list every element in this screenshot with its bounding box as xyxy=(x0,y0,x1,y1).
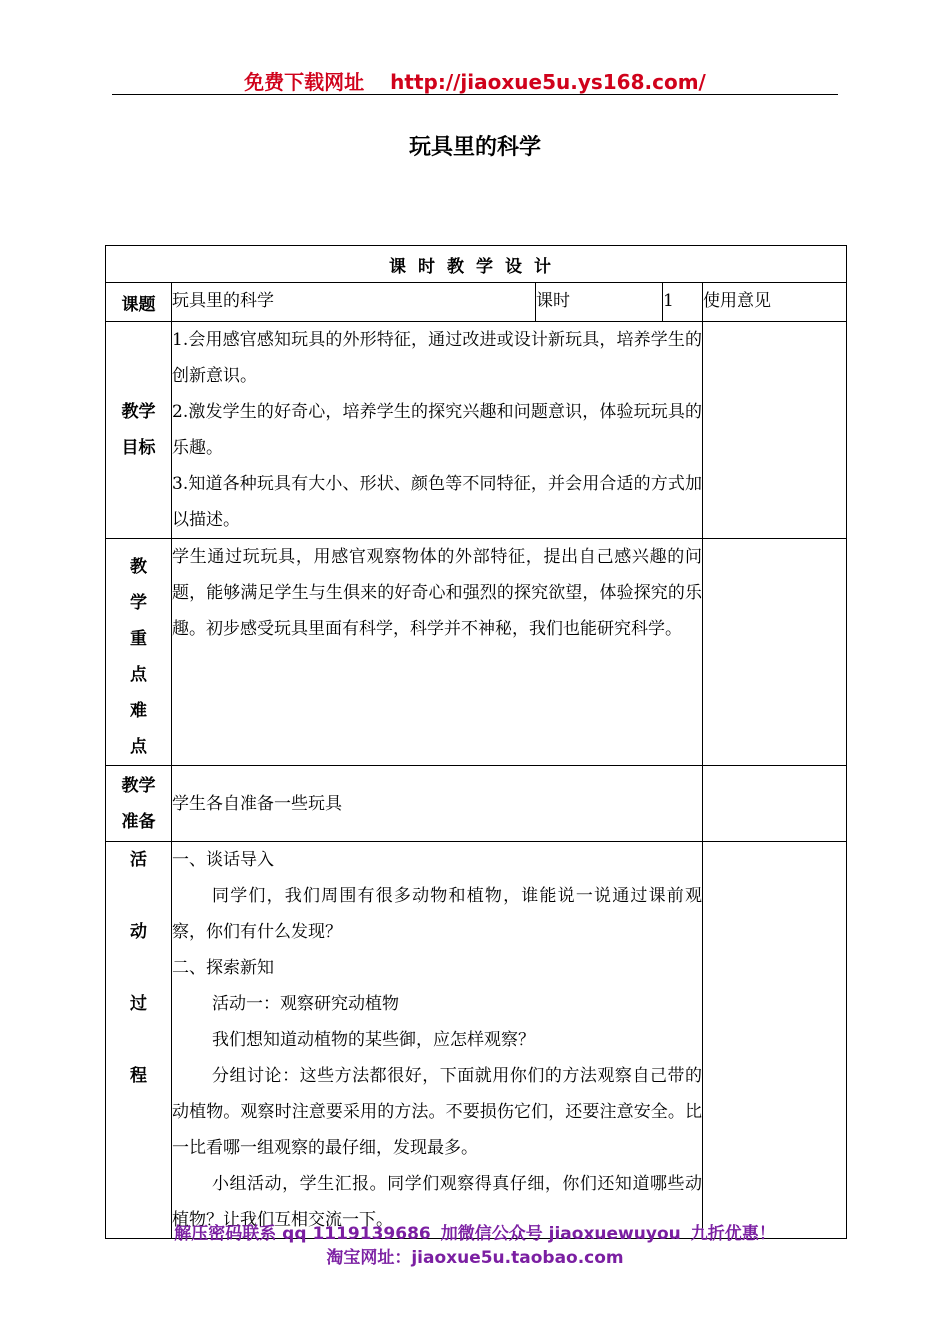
footer-wechat: 加微信公众号 jiaoxuewuyou xyxy=(440,1224,681,1244)
key-points-label-cell xyxy=(106,539,172,766)
goals-label-cell xyxy=(106,322,172,539)
key-points-row xyxy=(106,539,847,766)
prep-feedback-cell xyxy=(703,766,847,842)
process-row xyxy=(106,842,847,1239)
process-paragraph: 小组活动，学生汇报。同学们观察得真仔细，你们还知道哪些动植物？让我们互相交流一下。 xyxy=(172,1174,702,1230)
process-cell xyxy=(172,842,703,1239)
download-url-link[interactable]: http://jiaoxue5u.ys168.com/ xyxy=(390,70,706,94)
process-label-cell xyxy=(106,842,172,1239)
goals-label: 教学目标 xyxy=(121,402,156,458)
process-label: 活动过程 xyxy=(130,850,147,1086)
table-caption: 课时教学设计 xyxy=(106,246,847,283)
process-paragraph: 活动一：观察研究动植物 xyxy=(212,994,399,1014)
caption-row xyxy=(106,246,847,283)
period-value: 1 xyxy=(663,283,703,322)
header-divider xyxy=(112,94,838,95)
topic-value: 玩具里的科学 xyxy=(172,283,536,322)
prep-label: 教学准备 xyxy=(121,775,156,832)
footer-contact-line xyxy=(0,1219,950,1244)
topic-label: 课题 xyxy=(106,283,172,322)
key-points-label: 教学重点难点 xyxy=(130,557,147,757)
footer-shop-link[interactable]: 淘宝网址：jiaoxue5u.taobao.com xyxy=(326,1248,624,1268)
period-label: 课时 xyxy=(536,283,663,322)
goal-item: 2.激发学生的好奇心，培养学生的探究兴趣和问题意识，体验玩玩具的乐趣。 xyxy=(172,402,702,458)
download-label: 免费下载网址 xyxy=(244,70,365,94)
feedback-label: 使用意见 xyxy=(703,283,847,322)
goal-item: 1.会用感官感知玩具的外形特征，通过改进或设计新玩具，培养学生的创新意识。 xyxy=(172,330,702,386)
process-heading: 二、探索新知 xyxy=(172,958,274,978)
footer-discount: 九折优惠！ xyxy=(690,1224,776,1244)
process-paragraph: 我们想知道动植物的某些御，应怎样观察？ xyxy=(212,1030,535,1050)
goals-row xyxy=(106,322,847,539)
footer-password-contact: 解压密码联系 qq 1119139686 xyxy=(174,1224,431,1244)
process-paragraph: 同学们，我们周围有很多动物和植物，谁能说一说通过课前观察，你们有什么发现？ xyxy=(172,886,702,942)
key-points-feedback-cell xyxy=(703,539,847,766)
key-points-text: 学生通过玩玩具，用感官观察物体的外部特征，提出自己感兴趣的问题，能够满足学生与生俱来的好奇心和强烈的探究欲望，体验探究的乐趣。初步感受玩具里面有科学，科学并不神秘，我们也能研究科学。 xyxy=(172,539,703,766)
process-paragraph: 分组讨论：这些方法都很好，下面就用你们的方法观察自己带的动植物。观察时注意要采用的方法。不要损伤它们，还要注意安全。比一比看哪一组观察的最仔细，发现最多。 xyxy=(172,1066,702,1158)
goal-item: 3.知道各种玩具有大小、形状、颜色等不同特征，并会用合适的方式加以描述。 xyxy=(172,474,702,530)
goals-cell xyxy=(172,322,703,539)
prep-row xyxy=(106,766,847,842)
process-feedback-cell xyxy=(703,842,847,1239)
lesson-plan-table xyxy=(105,245,847,1239)
download-header xyxy=(0,66,950,95)
prep-value: 学生各自准备一些玩具 xyxy=(172,766,703,842)
topic-row xyxy=(106,283,847,322)
process-heading: 一、谈话导入 xyxy=(172,850,274,870)
goals-feedback-cell xyxy=(703,322,847,539)
document-title: 玩具里的科学 xyxy=(408,135,541,160)
